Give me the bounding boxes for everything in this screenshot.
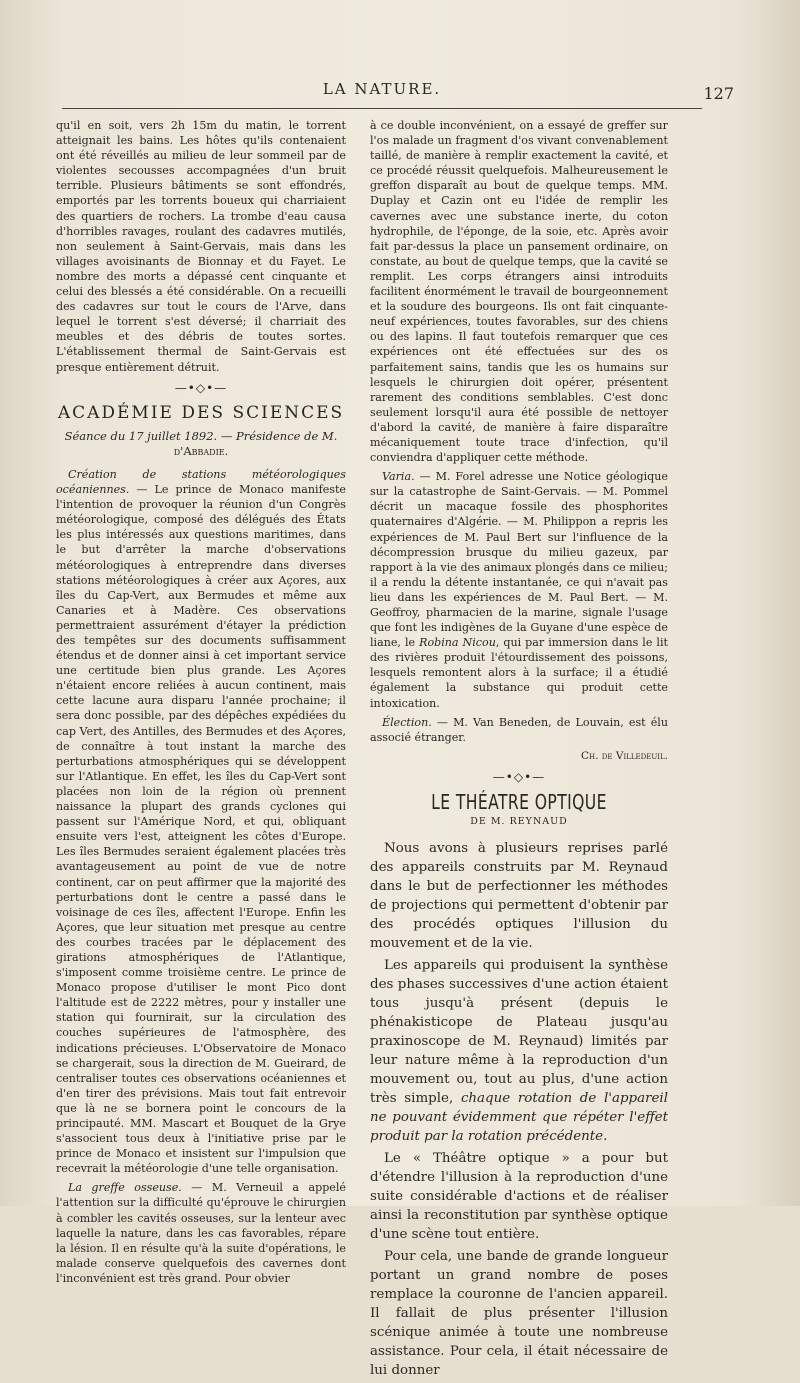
- greffe-text: — M. Verneuil a appelé l'attention sur la difficulté qu'éprouve le chirurgien à combler les cavités osseuses, sur la lenteur avec laquelle la nature, dans les cas favorables, répare la lésion. Il en résulte qu'à la suite d'opérations, le malade conserve quelquefois des cavernes dont l'inconvénient est très grand. Pour obvier: [56, 1181, 346, 1285]
- author-signature: Ch. de Villedeuil.: [580, 749, 668, 762]
- greffe-lead: La greffe osseuse.: [68, 1181, 182, 1195]
- election-lead: Élection.: [382, 715, 432, 729]
- running-header: [62, 78, 734, 109]
- varia-text: — M. Forel adresse une Notice géologique sur la catastrophe de Saint-Gervais. — M. Pommel décrit un macaque fossile des phosphorites quaternaires d'Algérie. — M. Philippon a repris les expériences de M. Paul Bert sur l'influence de la décompression brusque du milieu gazeux, par rapport à la vie des animaux plongés dans ce milieu; il a rendu la détente instantanée, ce qui n'avait pas lieu dans les expériences de M. Paul Bert. — M. Geoffroy, pharmacien de la marine, signale l'usage que font les indigènes de la Guyane d'une espèce de liane, le: [370, 470, 668, 650]
- varia-tail: , qui par immersion dans le lit des rivières produit l'étourdissement des poissons, lesquels remontent alors à la surface; il a étudié également la substance qui produit cette intoxication.: [370, 636, 668, 710]
- left-column: [56, 118, 346, 1290]
- varia-lead: Varia.: [382, 470, 415, 484]
- theatre-p2-text: Les appareils qui produisent la synthèse des phases successives d'une action étaient tous jusqu'à présent (depuis le phénakisticope de Plateau jusqu'au praxinoscope de M. Reynaud) limités par leur nature même à la reproduction d'un mouvement ou, tout au plus, d'une action très simple,: [370, 958, 668, 1107]
- ornament-divider-2: —•◇•—: [492, 769, 546, 784]
- theatre-p2-italic: chaque rotation de l'appareil ne pouvant évidemment que répéter l'effet produit par la rotation précédente.: [370, 1091, 668, 1145]
- theatre-article: [370, 839, 668, 1380]
- election-paragraph: [370, 715, 668, 745]
- seance-date: Séance du 17 juillet 1892. — Présidence de M.: [64, 428, 338, 443]
- seance-line: [56, 429, 346, 459]
- theatre-paragraph-2: [370, 956, 668, 1146]
- stations-text: — Le prince de Monaco manifeste l'intention de provoquer la réunion d'un Congrès météorologique, composé des délégués des États les plus intéressés aux questions maritimes, dans le but d'arrêter la marche d'observations météorologiques à entreprendre dans diverses stations météorologiques à créer aux Açores, aux îles du Cap-Vert, aux Bermudes et même aux Canaries et à Madère. Ces observations permettraient assurément d'étayer la prédiction des tempêtes sur des documents suffisamment étendus et de donner ainsi à cet important service une certitude bien plus grande. Les Açores n'étaient encore reliées à aucun continent, mais cette lacune aura disparu l'année prochaine; il sera donc possible, par des dépêches expédiées du cap Vert, des Antilles, des Bermudes et des Açores, de connaître à tout instant la marche des perturbations atmosphériques qui se développent sur l'Atlantique. En effet, les îles du Cap-Vert sont placées non loin de la région où prennent naissance la plupart des grands cyclones qui passent sur l'Amérique Nord, et qui, obliquant ensuite vers l'est, atteignent les côtes d'Europe. Les îles Bermudes seraient également placées très avantageusement au point de vue de notre continent, car on peut affirmer que la majorité des perturbations dont le centre a passé dans le voisinage de ces îles, affectent l'Europe. Enfin les Açores, que leur situation met presque au centre des courbes tracées par le déplacement des girations atmosphériques de l'Atlantique, s'imposent comme troisième centre. Le prince de Monaco propose d'utiliser le mont Pico dont l'altitude est de 2222 mètres, pour y installer une station qui fournirait, sur la circulation des couches supérieures de l'atmosphère, des indications précieuses. L'Observatoire de Monaco se chargerait, sous la direction de M. Gueirard, de centraliser toutes ces observations océaniennes et d'en tirer des prévisions. Mais tout fait entrevoir que là ne se bornera point le concours de la principauté. MM. Mascart et Bouquet de la Grye s'associent tous deux à l'initiative prise par le prince de Monaco et insistent sur l'impulsion que recevrait la météorologie d'une telle organisation.: [56, 483, 346, 1176]
- academie-heading: ACADÉMIE DES SCIENCES: [57, 402, 345, 423]
- greffe-paragraph: [56, 1180, 346, 1286]
- theatre-paragraph-4: Pour cela, une bande de grande longueur portant un grand nombre de poses remplace la couronne de l'ancien appareil. Il fallait de plus présenter l'illusion scénique animée à toute une nombreuse assistance. Pour cela, il était nécessaire de lui donner: [370, 1249, 668, 1379]
- saint-gervais-paragraph: qu'il en soit, vers 2h 15m du matin, le torrent atteignait les bains. Les hôtes qu'ils contenaient ont été réveillés au milieu de leur sommeil par de violentes secousses accompagnées d'un bruit terrible. Plusieurs bâtiments se sont effondrés, emportés par les torrents boueux qui charriaient des quartiers de rochers. La trombe d'eau causa d'horribles ravages, roulant des cadavres mutilés, non seulement à Saint-Gervais, mais dans les villages avoisinants de Bionnay et du Fayet. Le nombre des morts a dépassé cent cinquante et celui des blessés a été considérable. On a recueilli des cadavres sur tout le cours de l'Arve, dans lequel le torrent s'est déversé; il charriait des meubles et des débris de toutes sortes. L'établissement thermal de Saint-Gervais est presque entièrement détruit.: [56, 119, 346, 374]
- election-text: — M. Van Beneden, de Louvain, est élu associé étranger.: [370, 715, 668, 744]
- varia-italic: Robina Nicou: [419, 636, 496, 650]
- theatre-byline: DE M. REYNAUD: [470, 816, 568, 828]
- stations-paragraph: [56, 467, 346, 1176]
- seance-president: d'Abbadie.: [173, 443, 229, 458]
- page-number: 127: [703, 84, 734, 103]
- ornament-divider: —•◇•—: [174, 380, 228, 395]
- greffe-continued-paragraph: à ce double inconvénient, on a essayé de greffer sur l'os malade un fragment d'os vivant convenablement taillé, de manière à remplir exactement la cavité, et ce procédé réussit quelquefois. Malheureusement le greffon disparaît au bout de quelque temps. MM. Duplay et Cazin ont eu l'idée de remplir les cavernes avec une substance inerte, du coton hydrophile, de l'éponge, de la soie, etc. Après avoir fait par-dessus la place un pansement ordinaire, on constate, au bout de quelque temps, que la cavité se remplit. Les corps étrangers ainsi introduits facilitent énormément le travail de bourgeonnement et la soudure des bourgeons. Ils ont fait cinquante-neuf expériences, toutes favorables, sur des chiens ou des lapins. Il faut toutefois remarquer que ces expériences ont été effectuées sur des os parfaitement sains, tandis que les os humains sur lesquels le chirurgien doit opérer, présentent rarement des conditions semblables. C'est donc seulement lorsqu'il aura été possible de nettoyer d'abord la cavité, de manière à faire disparaître mécaniquement toute trace d'infection, qu'il conviendra d'appliquer cette méthode.: [370, 119, 668, 465]
- right-column: [370, 118, 668, 1383]
- journal-title: LA NATURE.: [322, 80, 442, 98]
- stations-lead: Création de stations météorologiques océaniennes.: [56, 467, 346, 497]
- theatre-heading: LE THÉATRE OPTIQUE: [431, 790, 607, 815]
- varia-paragraph: [370, 469, 668, 711]
- theatre-paragraph-3: Le « Théâtre optique » a pour but d'étendre l'illusion à la reproduction d'une suite considérable d'actions et de réaliser ainsi la reconstitution par synthèse optique d'une scène tout entière.: [370, 1151, 668, 1243]
- theatre-paragraph-1: Nous avons à plusieurs reprises parlé des appareils construits par M. Reynaud dans le but de perfectionner les méthodes de projections qui permettent d'obtenir par des procédés optiques l'illusion du mouvement et de la vie.: [370, 841, 668, 952]
